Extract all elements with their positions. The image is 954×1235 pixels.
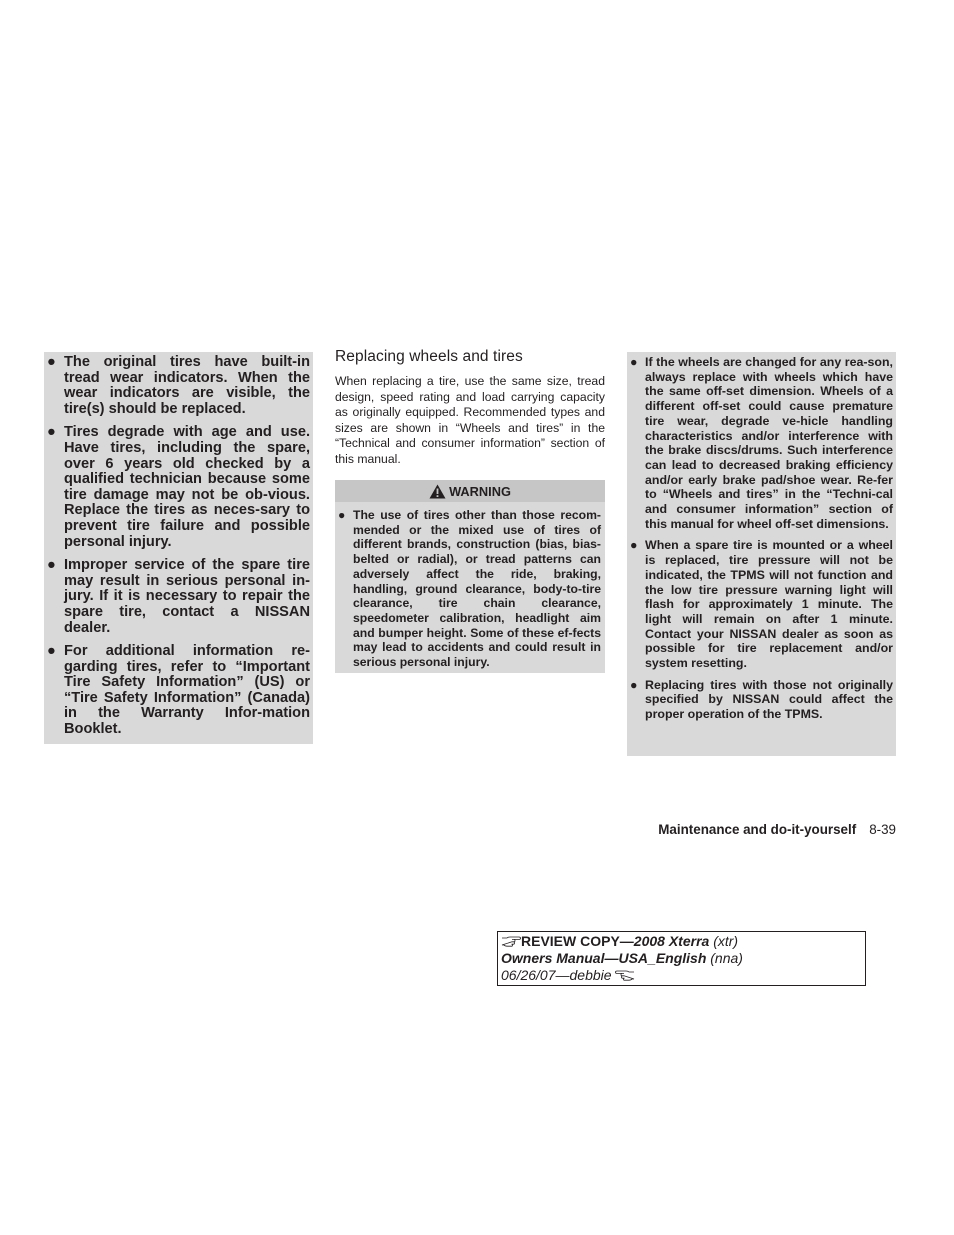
- bullet-icon: ●: [47, 643, 56, 660]
- section-heading: Replacing wheels and tires: [335, 348, 523, 365]
- right-bullet-list: [627, 355, 893, 722]
- bullet-icon: ●: [630, 355, 638, 369]
- left-bullet-list: [44, 355, 310, 738]
- list-item: ● The use of tires other than those recom-mended or the mixed use of tires of different brands, construction (bias, bias-belted or radial), or tread patterns can adversely affect the ride, braking, handling, ground clearance, body-to-tire clearance, tire chain clearance, speedometer calibration, headlight aim and bumper height. Some of these ef-fects may lead to accidents and could result in serious personal injury.: [338, 508, 601, 670]
- page-number: 8-39: [869, 822, 896, 837]
- bullet-icon: ●: [47, 354, 56, 370]
- footer-section-title: Maintenance and do-it-yourself: [658, 822, 857, 837]
- warning-header: [335, 480, 605, 502]
- section-body: When replacing a tire, use the same size, tread design, speed rating and load carrying capacity as originally equipped. Recommended types and sizes are shown in “Wheels and tires” in the “Technical and consumer information” section of this manual.: [335, 374, 605, 466]
- left-caution-box: [44, 352, 313, 744]
- pointing-hand-right-icon: [501, 935, 521, 947]
- list-item: ● Tires degrade with age and use. Have tires, including the spare, over 6 years old checked by a qualified technician because some tire damage may not be ob-vious. Replace the tires as neces-sary to prevent tire failure and possible personal injury.: [47, 424, 310, 550]
- bullet-icon: ●: [47, 557, 56, 574]
- warning-triangle-icon: [429, 484, 446, 499]
- review-line-2: Owners Manual—USA_English (nna): [501, 950, 743, 966]
- list-item: ● The original tires have built-in tread wear indicators. When the wear indicators are visible, the tire(s) should be replaced.: [47, 354, 310, 417]
- warning-title: WARNING: [449, 483, 511, 499]
- review-copy-stamp: [497, 931, 866, 986]
- warning-list: [335, 508, 601, 670]
- bullet-icon: ●: [630, 677, 638, 692]
- bullet-icon: ●: [630, 538, 638, 553]
- review-line-3: 06/26/07—debbie: [501, 967, 865, 984]
- bullet-icon: ●: [47, 424, 56, 441]
- list-item: ● Replacing tires with those not originally specified by NISSAN could affect the proper operation of the TPMS.: [630, 677, 893, 722]
- list-item: ● When a spare tire is mounted or a wheel is replaced, tire pressure will not be indicated, the TPMS will not function and the low tire pressure warning light will flash for approximately 1 minute. The light will remain on after 1 minute. Contact your NISSAN dealer as soon as possible for tire replacement and/or system resetting.: [630, 538, 893, 671]
- bullet-icon: ●: [338, 508, 346, 522]
- pointing-hand-left-icon: [615, 969, 635, 981]
- list-item: ● If the wheels are changed for any rea-son, always replace with wheels which have the same off-set dimension. Wheels of a different off-set could cause premature tire wear, degrade ve-hicle handling characteristics and/or interference with the brake discs/drums. Such interference can lead to decreased braking efficiency and/or early brake pad/shoe wear. Re-fer to “Wheels and tires” in the “Techni-cal and consumer information” section of this manual for wheel off-set dimensions.: [630, 355, 893, 531]
- review-line-1: REVIEW COPY—2008 Xterra (xtr): [501, 933, 865, 950]
- list-item: ● Improper service of the spare tire may result in serious personal in-jury. If it is necessary to repair the spare tire, contact a NISSAN dealer.: [47, 557, 310, 636]
- warning-box: [335, 480, 605, 673]
- page-footer: [658, 822, 896, 837]
- list-item: ● For additional information re-garding tires, refer to “Important Tire Safety Information” (US) or “Tire Safety Information” (Canada) in the Warranty Infor-mation Booklet.: [47, 643, 310, 738]
- middle-column: [335, 348, 605, 468]
- right-caution-box: [627, 352, 896, 756]
